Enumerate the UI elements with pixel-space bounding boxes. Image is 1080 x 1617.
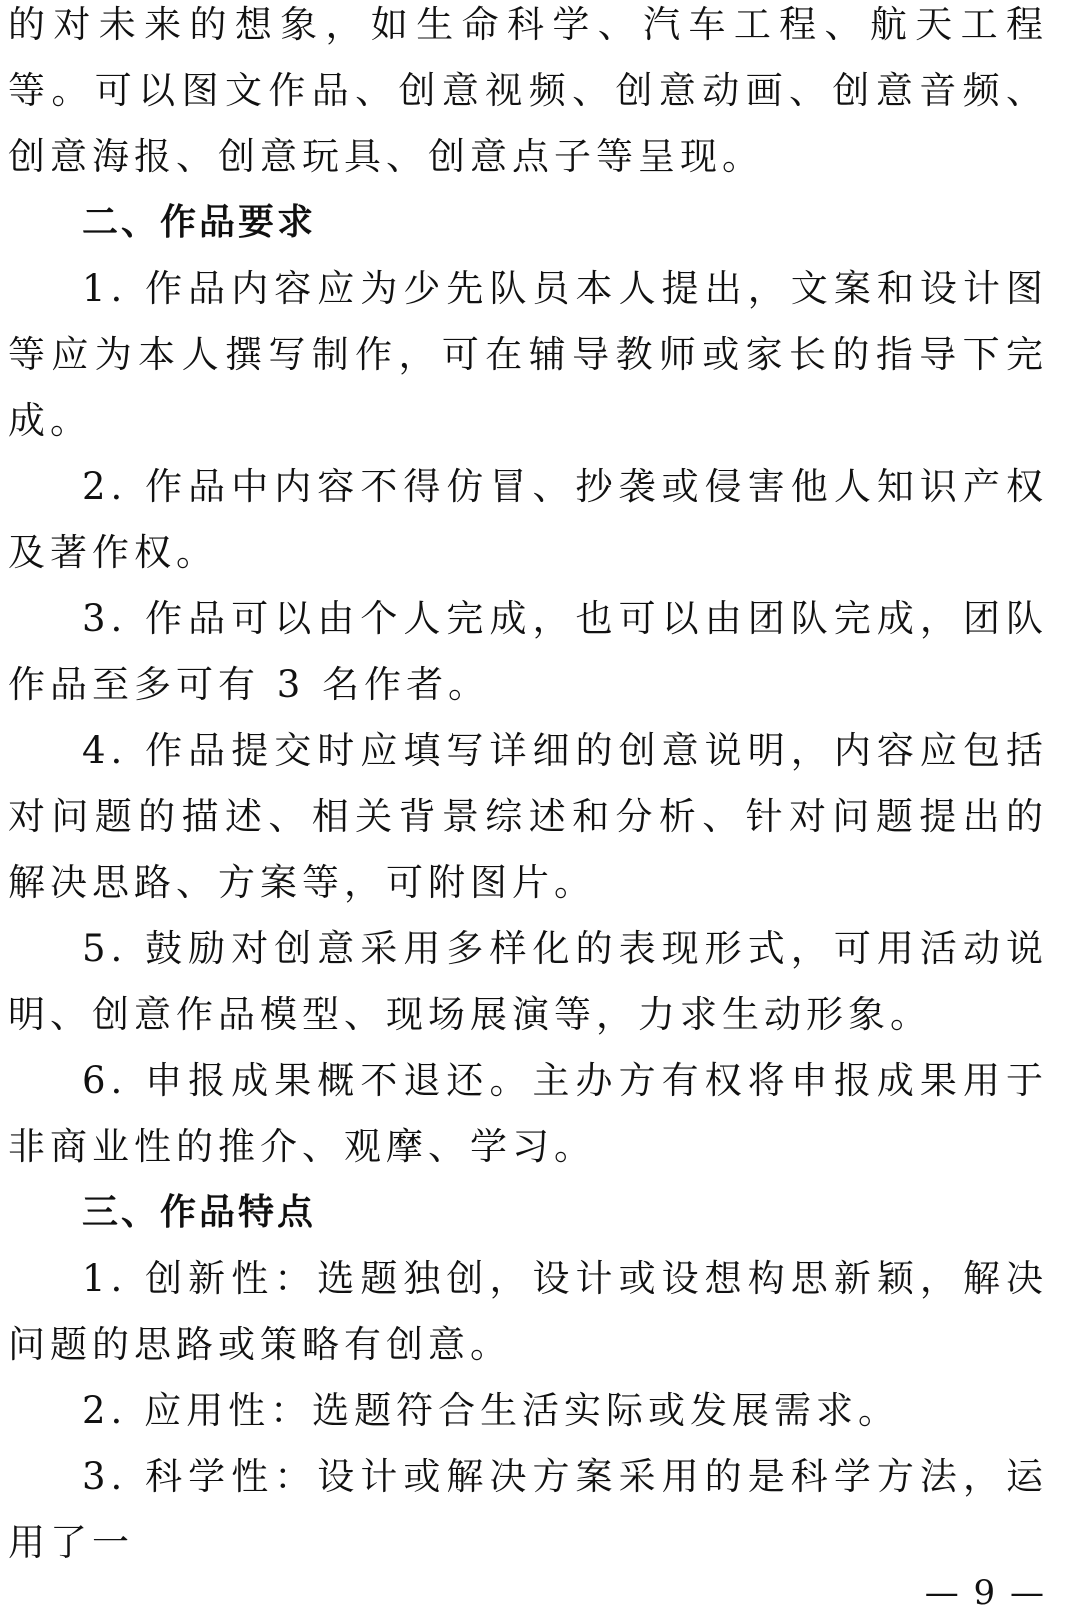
requirement-item-6: 6. 申报成果概不退还。主办方有权将申报成果用于非商业性的推介、观摩、学习。 xyxy=(8,1059,1048,1168)
section-two-heading: 二、作品要求 xyxy=(82,202,317,243)
requirement-item-5: 5. 鼓励对创意采用多样化的表现形式，可用活动说明、创意作品模型、现场展演等，力求生动形象。 xyxy=(8,927,1048,1036)
feature-item-2: 2. 应用性：选题符合生活实际或发展需求。 xyxy=(82,1389,901,1432)
document-body xyxy=(8,0,1048,1576)
feature-item-1: 1. 创新性：选题独创，设计或设想构思新颖，解决问题的思路或策略有创意。 xyxy=(8,1257,1048,1366)
page-number: — 9 — xyxy=(924,1573,1046,1613)
opening-paragraph: 的对未来的想象，如生命科学、汽车工程、航天工程等。可以图文作品、创意视频、创意动画、创意音频、创意海报、创意玩具、创意点子等呈现。 xyxy=(8,3,1048,178)
requirement-item-3: 3. 作品可以由个人完成，也可以由团队完成，团队作品至多可有 3 名作者。 xyxy=(8,597,1048,706)
feature-item-3: 3. 科学性：设计或解决方案采用的是科学方法，运用了一 xyxy=(8,1455,1048,1564)
section-three-heading: 三、作品特点 xyxy=(82,1192,317,1233)
requirement-item-4: 4. 作品提交时应填写详细的创意说明，内容应包括对问题的描述、相关背景综述和分析、针对问题提出的解决思路、方案等，可附图片。 xyxy=(8,729,1048,904)
requirement-item-1: 1. 作品内容应为少先队员本人提出，文案和设计图等应为本人撰写制作，可在辅导教师或家长的指导下完成。 xyxy=(8,267,1048,442)
requirement-item-2: 2. 作品中内容不得仿冒、抄袭或侵害他人知识产权及著作权。 xyxy=(8,465,1048,574)
